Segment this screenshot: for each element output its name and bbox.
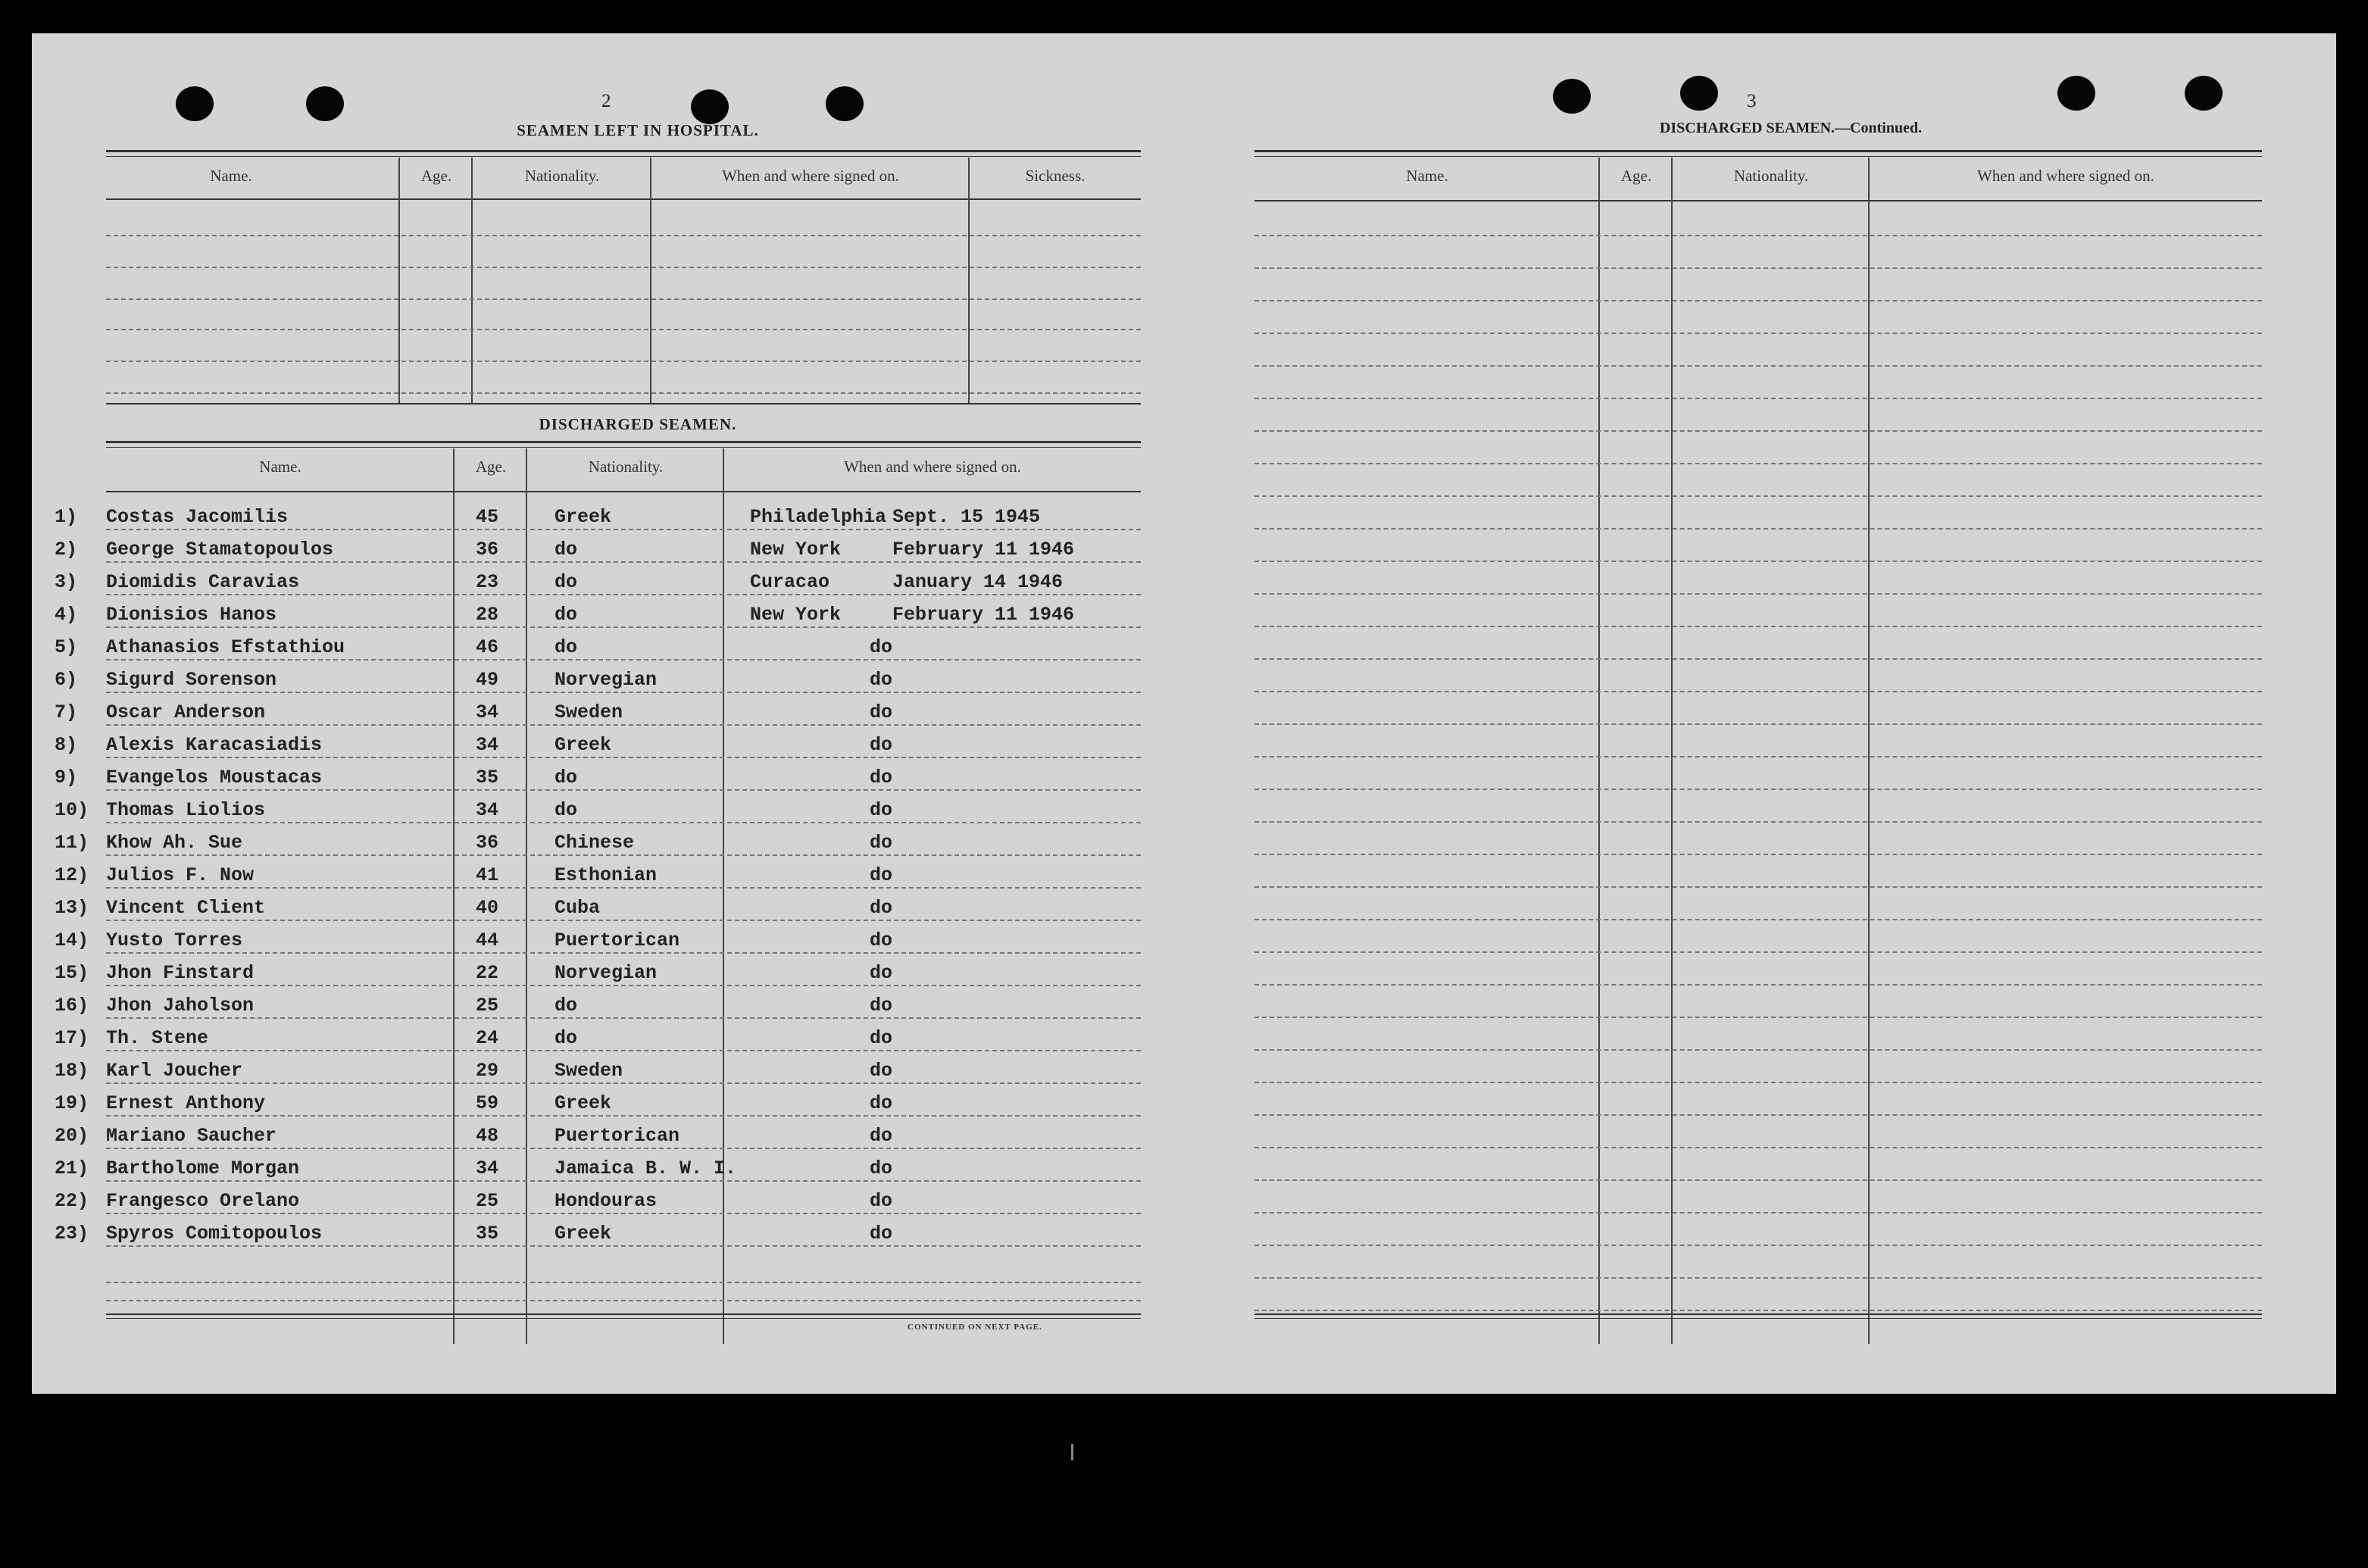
row-number: 8) xyxy=(55,734,78,756)
seaman-nationality: do xyxy=(555,539,578,561)
signed-on-place: do xyxy=(870,1060,893,1082)
row-number: 15) xyxy=(55,962,89,984)
discharged-section-title: DISCHARGED SEAMEN. xyxy=(539,415,737,433)
row-number: 2) xyxy=(55,539,78,561)
seaman-age: 22 xyxy=(476,962,499,984)
seaman-name: Athanasios Efstathiou xyxy=(106,636,345,658)
row-number: 3) xyxy=(55,571,78,593)
seaman-nationality: Greek xyxy=(555,1223,612,1245)
signed-on-date: Sept. 15 1945 xyxy=(892,506,1041,528)
signed-on-place: do xyxy=(870,734,893,756)
row-number: 18) xyxy=(55,1060,89,1082)
signed-on-place: do xyxy=(870,799,893,821)
seaman-name: Frangesco Orelano xyxy=(106,1190,300,1212)
signed-on-place: do xyxy=(870,929,893,951)
hospital-header-when-where: When and where signed on. xyxy=(722,167,899,185)
register-sheet xyxy=(32,33,2336,1394)
seaman-age: 45 xyxy=(476,506,499,528)
seaman-age: 35 xyxy=(476,1223,499,1245)
seaman-nationality: do xyxy=(555,604,578,626)
punch-hole xyxy=(691,89,729,124)
seaman-nationality: Chinese xyxy=(555,832,635,854)
signed-on-place: do xyxy=(870,1157,893,1179)
seaman-age: 49 xyxy=(476,669,499,691)
seaman-name: George Stamatopoulos xyxy=(106,539,334,561)
seaman-nationality: Greek xyxy=(555,1092,612,1114)
seaman-name: Khow Ah. Sue xyxy=(106,832,243,854)
row-number: 16) xyxy=(55,995,89,1017)
seaman-nationality: do xyxy=(555,995,578,1017)
seaman-nationality: Puertorican xyxy=(555,1125,680,1147)
signed-on-date: January 14 1946 xyxy=(892,571,1064,593)
right-section-title: DISCHARGED SEAMEN.—Continued. xyxy=(1659,120,1923,136)
seaman-nationality: Jamaica B. W. I. xyxy=(555,1157,737,1179)
seaman-nationality: do xyxy=(555,767,578,789)
row-number: 10) xyxy=(55,799,89,821)
hospital-header-nationality: Nationality. xyxy=(524,167,600,185)
seaman-age: 24 xyxy=(476,1027,499,1049)
row-number: 4) xyxy=(55,604,78,626)
right-header-nationality: Nationality. xyxy=(1733,167,1809,185)
hospital-section-title: SEAMEN LEFT IN HOSPITAL. xyxy=(517,121,759,139)
seaman-name: Costas Jacomilis xyxy=(106,506,289,528)
seaman-name: Th. Stene xyxy=(106,1027,209,1049)
seaman-nationality: Sweden xyxy=(555,701,623,723)
seaman-age: 25 xyxy=(476,1190,499,1212)
punch-hole xyxy=(2057,76,2095,111)
seaman-nationality: Greek xyxy=(555,506,612,528)
seaman-nationality: do xyxy=(555,571,578,593)
seaman-age: 25 xyxy=(476,995,499,1017)
row-number: 6) xyxy=(55,669,78,691)
seaman-age: 35 xyxy=(476,767,499,789)
discharged-header-when-where: When and where signed on. xyxy=(844,458,1021,476)
seaman-age: 46 xyxy=(476,636,499,658)
signed-on-place: do xyxy=(870,995,893,1017)
right-header-when-where: When and where signed on. xyxy=(1977,167,2154,185)
signed-on-place: do xyxy=(870,1027,893,1049)
row-number: 7) xyxy=(55,701,78,723)
signed-on-place: do xyxy=(870,1223,893,1245)
seaman-name: Karl Joucher xyxy=(106,1060,243,1082)
discharged-header-name: Name. xyxy=(259,458,301,476)
seaman-age: 34 xyxy=(476,1157,499,1179)
seaman-name: Julios F. Now xyxy=(106,864,255,886)
punch-hole xyxy=(176,86,214,121)
signed-on-place: do xyxy=(870,962,893,984)
signed-on-place: do xyxy=(870,864,893,886)
row-number: 19) xyxy=(55,1092,89,1114)
signed-on-place: Curacao xyxy=(750,571,830,593)
right-page-number: 3 xyxy=(1747,91,1757,111)
row-number: 20) xyxy=(55,1125,89,1147)
seaman-age: 36 xyxy=(476,832,499,854)
seaman-name: Spyros Comitopoulos xyxy=(106,1223,323,1245)
seaman-nationality: Norvegian xyxy=(555,962,658,984)
seaman-name: Thomas Liolios xyxy=(106,799,266,821)
seaman-nationality: do xyxy=(555,799,578,821)
seaman-nationality: Sweden xyxy=(555,1060,623,1082)
row-number: 11) xyxy=(55,832,89,854)
seaman-nationality: Norvegian xyxy=(555,669,658,691)
signed-on-place: do xyxy=(870,669,893,691)
row-number: 22) xyxy=(55,1190,89,1212)
signed-on-place: do xyxy=(870,701,893,723)
seaman-age: 34 xyxy=(476,701,499,723)
seaman-age: 23 xyxy=(476,571,499,593)
right-header-age: Age. xyxy=(1620,167,1652,185)
punch-hole xyxy=(306,86,344,121)
signed-on-date: February 11 1946 xyxy=(892,539,1075,561)
signed-on-place: do xyxy=(870,897,893,919)
signed-on-place: Philadelphia xyxy=(750,506,887,528)
punch-hole xyxy=(826,86,864,121)
seaman-name: Oscar Anderson xyxy=(106,701,266,723)
row-number: 1) xyxy=(55,506,78,528)
seaman-name: Jhon Finstard xyxy=(106,962,255,984)
row-number: 21) xyxy=(55,1157,89,1179)
row-number: 17) xyxy=(55,1027,89,1049)
left-page-number: 2 xyxy=(601,91,611,111)
seaman-age: 36 xyxy=(476,539,499,561)
signed-on-place: New York xyxy=(750,539,842,561)
row-number: 5) xyxy=(55,636,78,658)
signed-on-date: February 11 1946 xyxy=(892,604,1075,626)
seaman-age: 59 xyxy=(476,1092,499,1114)
signed-on-place: do xyxy=(870,636,893,658)
seaman-name: Evangelos Moustacas xyxy=(106,767,323,789)
continued-footer: CONTINUED ON NEXT PAGE. xyxy=(908,1323,1042,1332)
seaman-age: 40 xyxy=(476,897,499,919)
signed-on-place: do xyxy=(870,1125,893,1147)
seaman-age: 44 xyxy=(476,929,499,951)
seaman-name: Vincent Client xyxy=(106,897,266,919)
seaman-age: 41 xyxy=(476,864,499,886)
seaman-age: 34 xyxy=(476,799,499,821)
discharged-header-age: Age. xyxy=(475,458,507,476)
seaman-nationality: Puertorican xyxy=(555,929,680,951)
seaman-age: 29 xyxy=(476,1060,499,1082)
row-number: 23) xyxy=(55,1223,89,1245)
punch-hole xyxy=(2185,76,2223,111)
seaman-age: 48 xyxy=(476,1125,499,1147)
signed-on-place: do xyxy=(870,832,893,854)
signed-on-place: do xyxy=(870,1092,893,1114)
punch-hole xyxy=(1553,79,1591,114)
signed-on-place: New York xyxy=(750,604,842,626)
hospital-header-name: Name. xyxy=(210,167,252,185)
hospital-table-top-rule xyxy=(106,150,1141,152)
hospital-header-age: Age. xyxy=(420,167,452,185)
punch-hole xyxy=(1680,76,1718,111)
seaman-nationality: do xyxy=(555,1027,578,1049)
hospital-header-sickness: Sickness. xyxy=(1025,167,1086,185)
seaman-nationality: do xyxy=(555,636,578,658)
seaman-name: Ernest Anthony xyxy=(106,1092,266,1114)
right-header-name: Name. xyxy=(1406,167,1448,185)
seaman-nationality: Esthonian xyxy=(555,864,658,886)
seaman-nationality: Cuba xyxy=(555,897,601,919)
seaman-nationality: Hondouras xyxy=(555,1190,658,1212)
seaman-name: Alexis Karacasiadis xyxy=(106,734,323,756)
row-number: 14) xyxy=(55,929,89,951)
seaman-name: Dionisios Hanos xyxy=(106,604,277,626)
scan-mark xyxy=(1071,1444,1073,1460)
discharged-header-nationality: Nationality. xyxy=(588,458,664,476)
row-number: 13) xyxy=(55,897,89,919)
row-number: 9) xyxy=(55,767,78,789)
seaman-name: Bartholome Morgan xyxy=(106,1157,300,1179)
seaman-name: Diomidis Caravias xyxy=(106,571,300,593)
seaman-name: Mariano Saucher xyxy=(106,1125,277,1147)
seaman-name: Jhon Jaholson xyxy=(106,995,255,1017)
seaman-nationality: Greek xyxy=(555,734,612,756)
seaman-age: 34 xyxy=(476,734,499,756)
seaman-age: 28 xyxy=(476,604,499,626)
seaman-name: Sigurd Sorenson xyxy=(106,669,277,691)
seaman-name: Yusto Torres xyxy=(106,929,243,951)
signed-on-place: do xyxy=(870,1190,893,1212)
signed-on-place: do xyxy=(870,767,893,789)
row-number: 12) xyxy=(55,864,89,886)
